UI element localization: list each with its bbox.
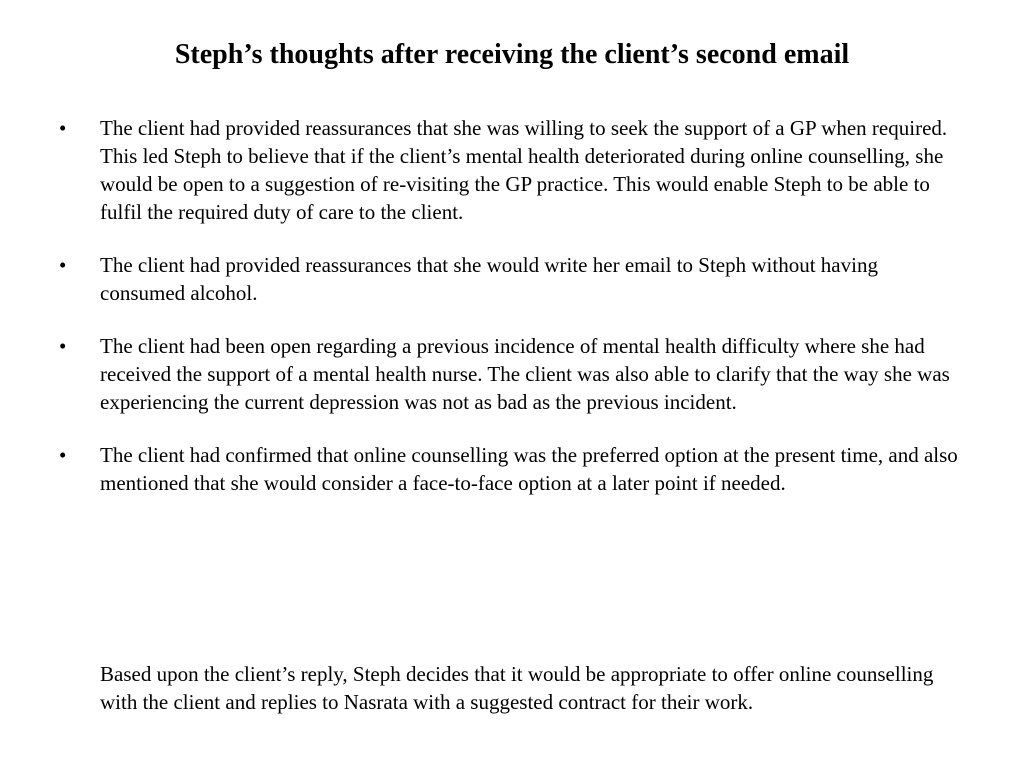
bullet-item: [0, 251, 1024, 307]
bullet-text: The client had been open regarding a previous incidence of mental health difficulty where she had received the support of a mental health nurse. The client was also able to clarify that the way she was experiencing the current depression was not as bad as the previous incident.: [100, 334, 950, 414]
bullet-item: [0, 441, 1024, 497]
closing-paragraph: Based upon the client’s reply, Steph decides that it would be appropriate to offer online counselling with the client and replies to Nasrata with a suggested contract for their work.: [100, 662, 934, 714]
bullet-item: [0, 114, 1024, 226]
bullet-text: The client had provided reassurances that she was willing to seek the support of a GP when required. This led Steph to believe that if the client’s mental health deteriorated during online counselling, she would be open to a suggestion of re-visiting the GP practice. This would enable Steph to be able to fulfil the required duty of care to the client.: [100, 116, 948, 224]
bullet-text: The client had confirmed that online counselling was the preferred option at the present time, and also mentioned that she would consider a face-to-face option at a later point if needed.: [100, 443, 958, 495]
bullet-text: The client had provided reassurances that she would write her email to Steph without having consumed alcohol.: [100, 253, 878, 305]
bullet-icon: •: [59, 116, 67, 140]
bullet-icon: •: [59, 253, 67, 277]
bullet-icon: •: [59, 443, 67, 467]
bullet-list: [0, 114, 1024, 522]
bullet-icon: •: [59, 334, 67, 358]
bullet-item: [0, 332, 1024, 416]
slide-title: Steph’s thoughts after receiving the client’s second email: [174, 39, 850, 70]
